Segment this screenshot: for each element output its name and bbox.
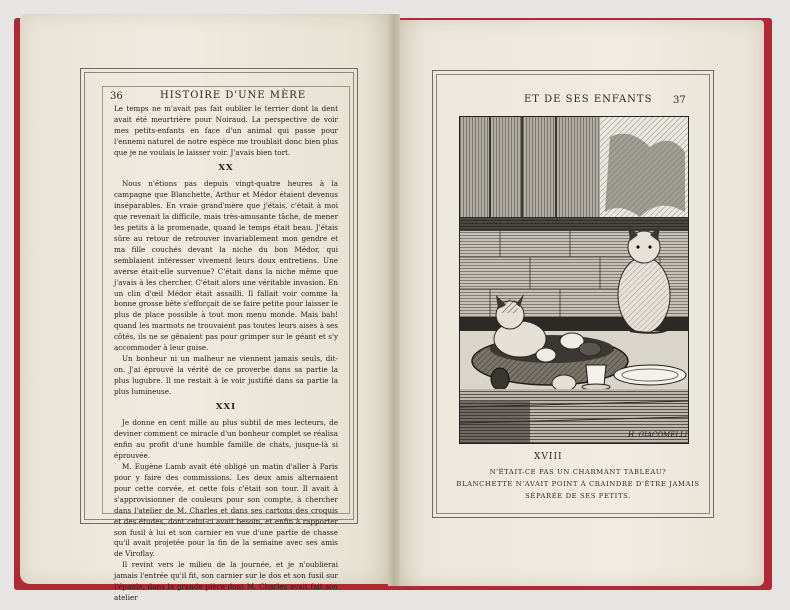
caption-line-2: BLANCHETTE N'AVAIT POINT À CRAINDRE D'ÊTRE JAMAIS — [456, 480, 700, 488]
page-number-right: 37 — [673, 95, 686, 106]
section-heading: XXI — [215, 401, 237, 412]
book-gutter — [388, 14, 400, 586]
section-heading: XX — [218, 162, 234, 173]
engraving-illustration — [459, 116, 689, 444]
running-head-right: ET DE SES ENFANTS — [524, 94, 653, 105]
running-head-left: HISTOIRE D'UNE MÈRE — [160, 90, 307, 101]
paragraph: Nous n'étions pas depuis vingt-quatre heures à la campagne que Blanchette, Arthur et Médor étaient devenus inséparables. En vraie grand'mère que j'étais, c'était à moi que revenait la difficile, mais très-amusante tâche, de mener les petits à la promenade, quand le temps était beau. J'étais sûre au retour de retrouver invariablement mon gendre et ma fille couchés devant la niche du bon Médor, qui semblaient intéresser vivement leurs doux entretiens. Une averse était-elle survenue? C'était dans la niche même que j'avais à les chercher. C'était alors une véritable invasion. En un clin d'œil Médor était assailli. Il fallait voir comme la bonne grosse bête s'efforçait de se faire petite pour laisser le plus de place possible à tout mon menu monde. Mais bah! quand les marmots ne trouvaient pas toutes leurs aises à ses côtés, ils ne se gênaient pas pour grimper sur le géant et s'y accommoder à leur guise. — [114, 179, 338, 353]
caption-line-1: N'ÉTAIT-CE PAS UN CHARMANT TABLEAU? — [489, 468, 667, 476]
paragraph: M. Eugène Lamb avait été obligé un matin d'aller à Paris pour y faire des commissions. Les deux amis alternaient pour cette corvée, et cette fois c'était son tour. Il avait à s'approvisionner de couleurs pour son compte, à chercher dans l'atelier de M. Charles et dans ses cartons des croquis et des études, dont celui-ci avait besoin, et enfin à rapporter son fusil à lui et son carnier en vue d'une partie de chasse qu'il avait projetée pour la fin de la semaine avec ses amis de Viroflay. — [114, 462, 338, 559]
plate-number: XVIII — [534, 452, 563, 462]
paragraph: Il revint vers le milieu de la journée, et je n'oublierai jamais l'entrée qu'il fit, son carnier sur le dos et son fusil sur l'épaule, dans la grande pièce dont M. Charles avait fait son atelier — [114, 560, 338, 602]
paragraph: Le temps ne m'avait pas fait oublier le terrier dont la dent avait été meurtrière pour Noiraud. La perspective de voir mes petits-enfants en face d'un animal qui passe pour l'ennemi naturel de notre espèce me troublait donc bien plus que je ne voulais le laisser voir. J'avais bien tort. — [114, 104, 338, 157]
page-number-left: 36 — [110, 91, 123, 102]
paragraph: Un bonheur ni un malheur ne viennent jamais seuls, dit-on. J'ai éprouvé la vérité de ce proverbe dans sa partie la plus lugubre. Il me restait à le voir justifié dans sa partie la plus lumineuse. — [114, 353, 338, 396]
engraver-signature: H. GIACOMELLI — [628, 431, 688, 439]
paragraph: Je donne en cent mille au plus subtil de mes lecteurs, de deviner comment ce miracle d'un bonheur complet se réalisa enfin au profit d'une humble famille de chats, jusque-là si éprouvée. — [114, 418, 338, 461]
left-page-body — [114, 104, 338, 604]
caption-line-3: SÉPARÉE DE SES PETITS. — [525, 492, 631, 500]
